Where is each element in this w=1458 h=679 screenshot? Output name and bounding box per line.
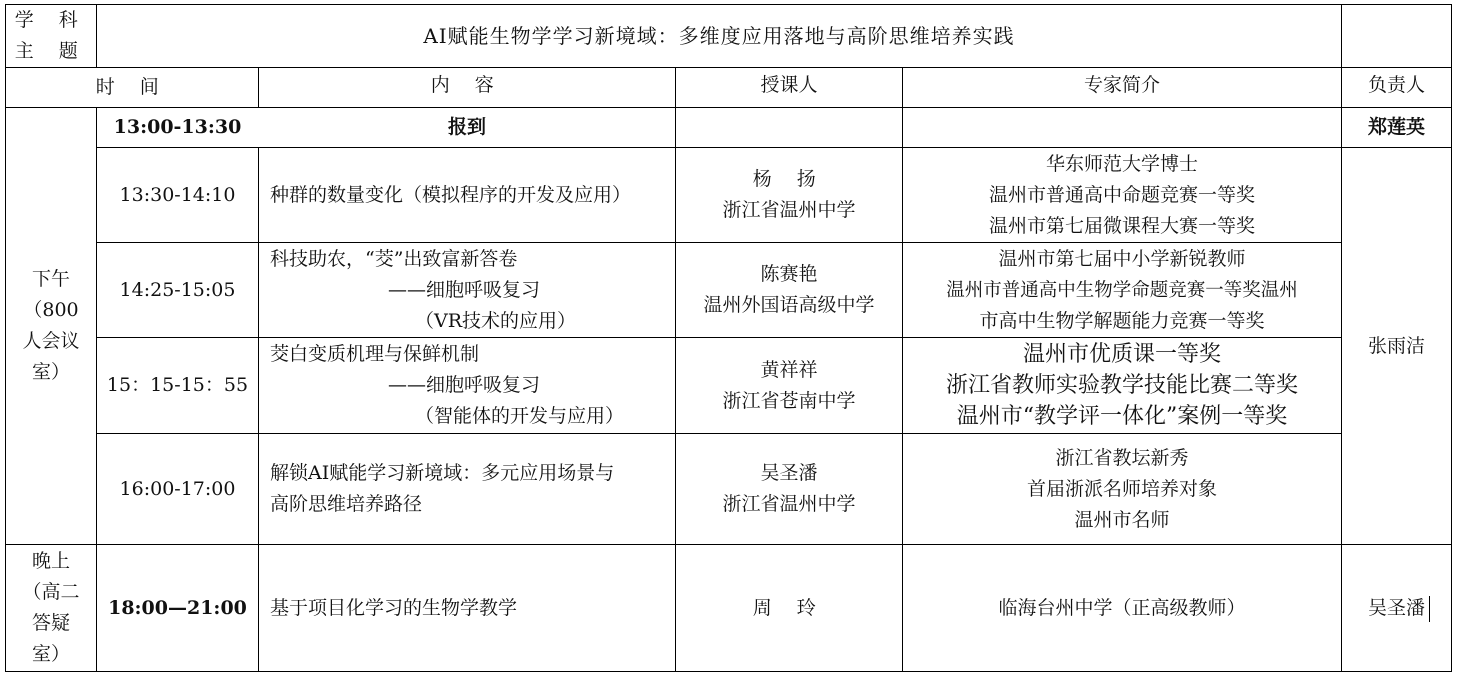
table-border-right [1451,4,1452,672]
owner-text: 郑莲英 [1367,116,1425,138]
teacher-school: 浙江省温州中学 [722,493,856,515]
session-afternoon-line: 室） [31,361,70,383]
column-header-expert [903,68,1341,102]
column-header-owner-label: 负责人 [1367,73,1425,96]
time-text: 14:25-15:05 [119,278,236,301]
expert-line: 温州市第七届中小学新锐教师 [998,247,1246,270]
expert-line: 温州市普通高中生物学命题竞赛一等奖温州 [946,279,1298,301]
row4-time [97,434,258,544]
content-text: 基于项目化学习的生物学教学 [270,596,518,619]
time-text: 18:00—21:00 [108,596,247,619]
row2-content [270,243,670,337]
row1-content [270,148,670,242]
teacher-name: 陈赛艳 [760,263,818,285]
row4-expert [903,434,1341,544]
row1-time [97,148,258,242]
expert-text: 临海台州中学（正高级教师） [998,596,1246,619]
time-text: 13:00-13:30 [113,116,242,138]
owner-text: 张雨洁 [1367,334,1425,357]
column-header-time-label: 时 间 [95,76,169,98]
content-line: （VR技术的应用） [415,309,577,332]
text-cursor [1429,596,1430,622]
expert-line: 温州市第七届微课程大赛一等奖 [988,214,1255,237]
teacher-school: 温州外国语高级中学 [703,294,875,316]
row5-teacher [676,545,902,671]
subject-theme-label [6,5,96,67]
expert-line: 温州市名师 [1074,508,1170,531]
table-rule [258,147,259,672]
row1-expert [903,148,1341,242]
content-line: 科技助农，“茭”出致富新答卷 [270,247,518,270]
owner-text: 吴圣潘 [1367,596,1425,619]
session-evening-line: （高二 [22,581,80,603]
column-header-teacher-label: 授课人 [760,73,818,96]
content-line: （智能体的开发与应用） [415,405,625,427]
row5-expert [903,545,1341,671]
row5-content [270,545,670,671]
table-border-bottom [5,671,1452,672]
content-line: 解锁AI赋能学习新境域：多元应用场景与 [270,462,615,484]
row0-owner [1342,108,1451,147]
content-line: ——细胞呼吸复习 [388,374,541,396]
row2-teacher [676,243,902,337]
owner-afternoon [1342,148,1451,544]
session-afternoon-line: 人会议 [22,330,80,352]
expert-line: 首届浙派名师培养对象 [1026,477,1217,500]
session-afternoon-line: 下午 [31,268,70,290]
session-evening-line: 答疑 [31,612,70,634]
column-header-teacher [676,68,902,102]
row3-time [97,338,258,433]
row5-time [97,545,258,671]
subject-label-line1: 学 科 [14,9,88,31]
column-header-content-label: 内 容 [430,73,504,96]
teacher-school: 浙江省苍南中学 [722,389,856,412]
content-line: ——细胞呼吸复习 [388,278,541,301]
time-text: 15：15-15：55 [106,374,249,396]
content-line: 高阶思维培养路径 [270,493,423,515]
page-title [97,5,1341,67]
row0-time [97,108,258,147]
session-evening [6,545,96,671]
row5-owner [1342,545,1451,671]
teacher-name: 黄祥祥 [760,358,818,381]
column-header-content [259,68,675,102]
teacher-name: 周 玲 [752,596,826,619]
session-evening-line: 晚上 [31,550,70,572]
content-line: 茭白变质机理与保鲜机制 [270,343,480,365]
content-text: 报到 [447,116,486,138]
expert-line: 温州市“教学评一体化”案例一等奖 [956,404,1288,429]
column-header-expert-label: 专家简介 [1083,73,1160,96]
row2-expert [903,243,1341,337]
session-evening-line: 室） [31,643,70,665]
row2-time [97,243,258,337]
row3-teacher [676,338,902,433]
expert-line: 温州市普通高中命题竞赛一等奖 [988,183,1255,206]
column-header-time [6,68,258,107]
row3-content [270,338,670,433]
row1-teacher [676,148,902,242]
teacher-school: 浙江省温州中学 [722,199,856,221]
session-afternoon [6,108,96,544]
expert-line: 温州市优质课一等奖 [1022,342,1221,367]
row3-expert [903,338,1341,433]
teacher-name: 杨 扬 [752,168,826,190]
subject-label-line2: 主 题 [14,40,88,62]
session-afternoon-line: （800 [23,299,79,321]
expert-line: 华东师范大学博士 [1045,152,1198,175]
row4-content [270,434,670,544]
time-text: 16:00-17:00 [119,477,236,500]
expert-line: 浙江省教坛新秀 [1055,446,1189,469]
column-header-owner [1342,68,1451,102]
content-text: 种群的数量变化（模拟程序的开发及应用） [270,183,632,206]
teacher-name: 吴圣潘 [760,462,818,484]
row4-teacher [676,434,902,544]
title-text: AI赋能生物学学习新境域：多维度应用落地与高阶思维培养实践 [423,23,1015,48]
expert-line: 市高中生物学解题能力竞赛一等奖 [979,309,1265,332]
time-text: 13:30-14:10 [119,183,236,206]
expert-line: 浙江省教师实验教学技能比赛二等奖 [945,373,1298,398]
row0-content [259,108,675,147]
